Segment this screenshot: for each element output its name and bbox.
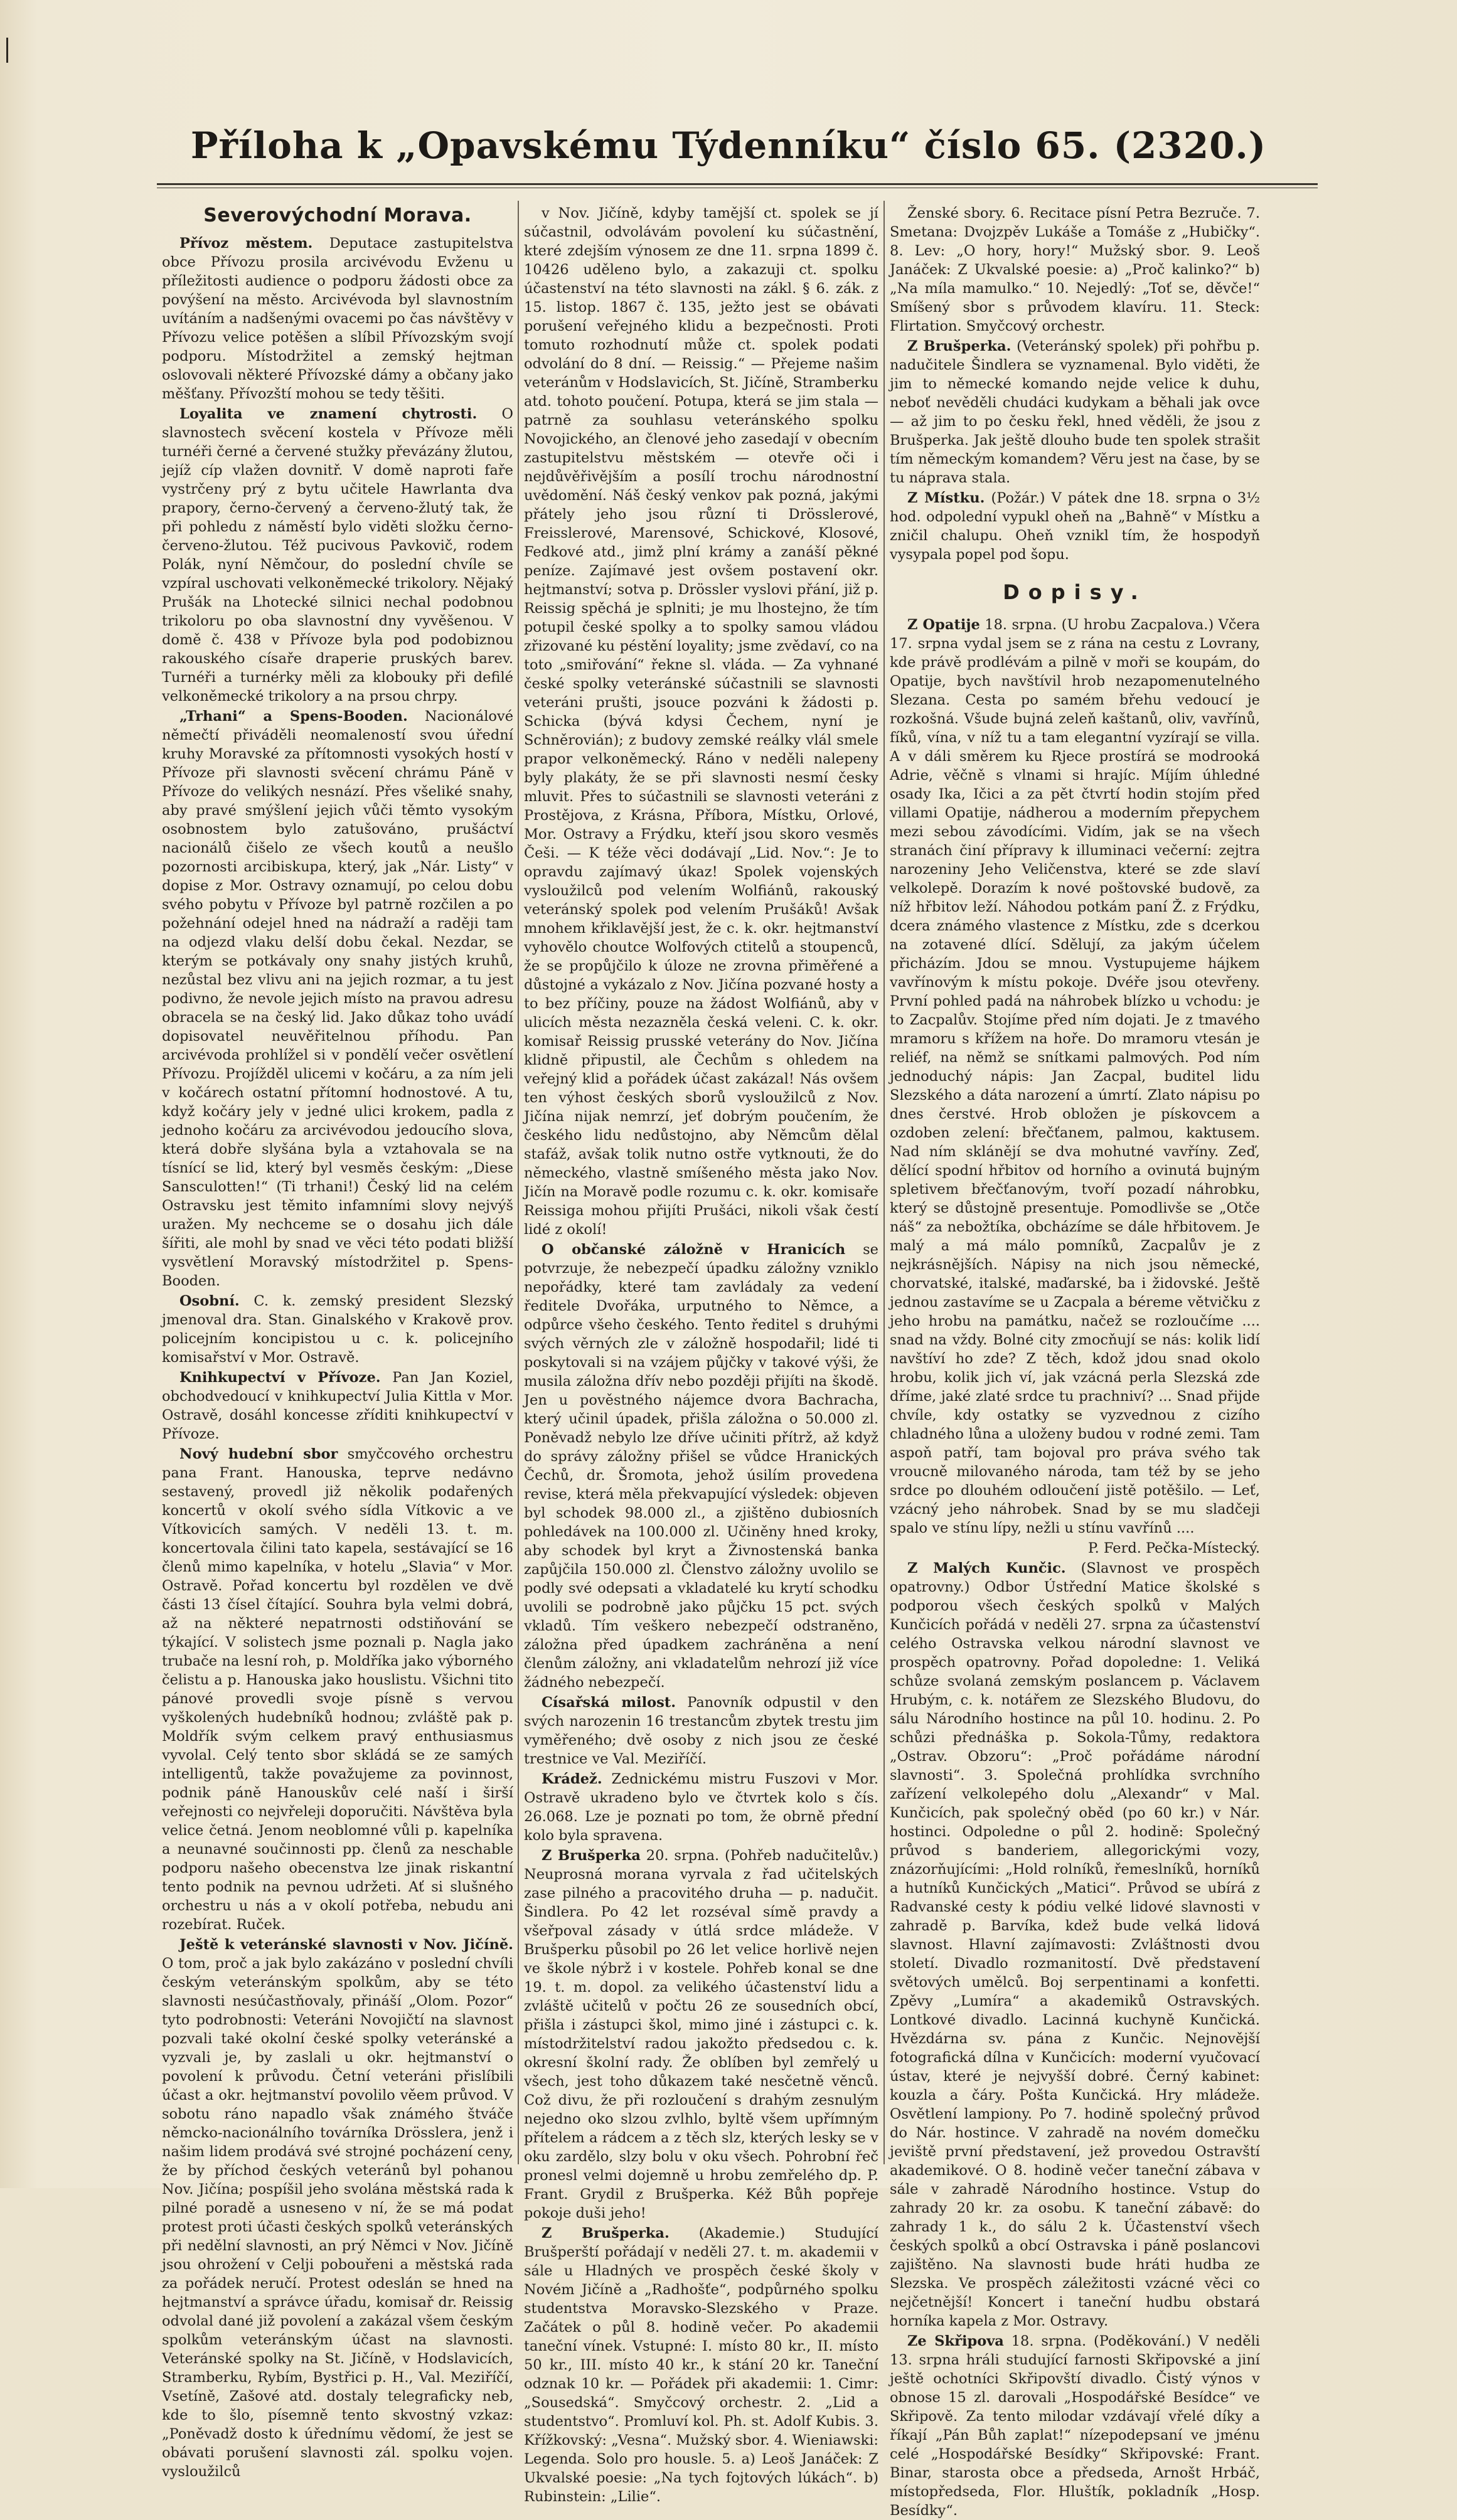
article-signature: P. Ferd. Pečka-Místecký. [1088,1540,1260,1556]
article-text: C. k. zemský president Slezský jmenoval dra. Stan. Ginalského v Krakově prov. policejním koncipistou u c. k. policejního komisařství v Mor. Ostravě. [162,1293,513,1366]
article [524,1846,878,2223]
article [524,204,878,1239]
article [890,1559,1260,2331]
section-heading: Dopisy. [1003,580,1147,604]
article-lead: Z Brušperka. [542,2225,670,2241]
article-lead: Osobní. [179,1293,240,1309]
article-lead: Ze Skřipova [907,2333,1004,2349]
article-text: 20. srpna. (Pohřeb nadučitelův.) Neuprosná morana vyrvala z řad učitelských zase pilného a pracovitého druha — p. nadučit. Šindlera. Po 42 let rozséval símě pravdy a všeřpoval zásady v útlá srdce mládeže. V Brušperku působil po 26 let velice horlivě nejen ve škole nýbrž i v kostele. Pohřeb konal se dne 19. t. m. dopol. za velikého účastenství lidu a zvláště učitelů v počtu 26 ze sousedních obcí, přišla i zástupci škol, mimo jiné i zástupci c. k. místodržitelství radou jakožto předsedou c. k. okresní školní rady. Že oblíben byl zemřelý u všech, jest toho důkazem také nesčetně věnců. Což divu, že při rozloučení s drahým zesnulým nejedno oko slzou zvlhlo, byltě všem upřímným přítelem a rádcem a z těch slz, kterých lesky se v oku zardělo, slzy bolu v oku všech. Pohrobní řeč pronesl velmi dojemně u hrobu zemřelého dp. P. Frant. Grydil z Brušperka. Kéž Bůh popřeje pokoje duši jeho! [524,1847,878,2221]
masthead: Příloha k „Opavskému Týdenníku“ číslo 65. (2320.) [190,124,1267,167]
article [890,615,1260,1538]
article-lead: Císařská milost. [542,1694,676,1711]
article [890,204,1260,336]
article-lead: Krádež. [542,1771,602,1787]
article [162,1292,513,1367]
article [524,1770,878,1845]
article-text: v Nov. Jičíně, kdyby tamější ct. spolek se jí súčastnil, odvolávám povolení ku súčastnění, které zdejším výnosem ze dne 11. srpna 1899 č. 10426 uděleno bylo, a zakazuji ct. spolku účastenství na této slavnosti na zákl. § 6. zák. z 15. listop. 1867 č. 135, ježto jest se obávati porušení veřejného klidu a bezpečnosti. Proti tomuto rozhodnutí může ct. spolek podati odvolání do 8 dní. — Reissig.“ — Přejeme našim veteránům v Hodslavicích, St. Jičíně, Stramberku atd. tohoto poučení. Potupa, která se jim stala — patrně za souhlasu veteránského spolku Novojického, an členové jeho zasedají v obecním zastupitelstvu městském — otevře oči i nejdůvěřivějším a posílí trochu národnostní uvědomění. Náš český venkov pak pozná, jakými přátely jeho jsou různí ti Drösslerové, Freisslerové, Marensové, Schickové, Klosové, Fedkové atd., jimž plní krámy a zanáší pěkné peníze. Zajímavé jest ovšem postavení okr. hejtmanství; sotva p. Drössler vyslovi přání, již p. Reissig spěchá je splniti; je mu lhostejno, že tím potupil české spolky a to spolky samou vládou zřizované ku péstění loyality; jsme zvědaví, co na toto „smiřování“ řekne sl. vláda. — Za vyhnané české spolky veteránské súčastnili se slavnosti veteráni prušti, jsouce pozváni k žádosti p. Schicka (bývá kdysi Čechem, nyní je Schněrovián); z budovy zemské reálky vlál smele prapor velkoněmecký. Ráno v neděli nalepeny byly plakáty, že se při slavnosti nesmí česky mluvit. Přes to súčastnili se slavnosti veteráni z Prostějova, z Krásna, Příbora, Místku, Orlové, Mor. Ostravy a Frýdku, kteří jsou skoro vesměs Češi. — K téže věci dodávají „Lid. Nov.“: Je to opravdu zajímavý úkaz! Spolek vojenských vysloužilců pod velením Wolfiánů, rakouský veteránský spolek pod velením Prušáků! Avšak mnohem křiklavější jest, že c. k. okr. hejtmanství vyhovělo choutce Wolfových ctitelů a stoupenců, že se propůjčilo k úloze ne zrovna přiměřené a důstojné a vykázalo z Nov. Jičína pozvané hosty a to bez příčiny, pouze na žádost Wolfiánů, aby v ulicích města nezazněla česká veleni. C. k. okr. komisař Reissig prusské veterány do Nov. Jičína klidně připustil, ale Čechům s ohledem na veřejný klid a pořádek účast zakázal! Nás ovšem ten výhost českých sborů vysloužilců z Nov. Jičína nijak nemrzí, jeť dobrým poučením, že českého lidu nedůstojno, aby Němcům dělal stafáž, avšak tolik nutno ostře vytknouti, že do německého, vlastně smíšeného města jako Nov. Jičín na Moravě podle rozumu c. k. okr. komisaře Reissiga mohou přijíti Prušáci, nikoli však čestí lidé z okolí! [524,205,878,1238]
article-lead: Z Opatije [907,617,980,633]
article-text: smyčcového orchestru pana Frant. Hanouska, teprve nedávno sestavený, provedl již několik podařených koncertů v okolí svého sídla Vítkovic a ve Vítkovicích samých. V neděli 13. t. m. koncertovala čilini tato kapela, sestávající se 16 členů mimo kapelníka, v hotelu „Slavia“ v Mor. Ostravě. Pořad koncertu byl rozdělen ve dvě části 13 čísel čítající. Souhra byla velmi dobrá, až na některé nepatrnosti odstiňování se týkající. V solistech jsme poznali p. Nagla jako trubače na lesní roh, p. Moldříka jako výborného čelistu a p. Hanouska jako houslistu. Všichni tito pánové provedli svoje písně s vervou vyškolených hudebníků hodnou; zvláště pak p. Moldřík svým celkem pravý enthusiasmus vyvolal. Celý tento sbor skládá se ze samých intelligentů, takže považujeme za povinnost, podnik páně Hanouskův celé naší i širší veřejnosti co nejvřeleji doporučiti. Návštěva byla velice četná. Jenom neoblomné vůli p. kapelníka a neunavné součinnosti pp. členů za neschable podporu našeho obecenstva lze jinak riskantní tento podnik na pevnou udržeti. Ať si slušného orchestru u nás a v okolí potřeba, nebudu ani rozebírat. Ruček. [162,1446,513,1933]
section-heading: Severovýchodní Morava. [203,205,472,226]
article [524,2224,878,2506]
article-lead: Z Malých Kunčic. [907,1560,1066,1576]
article-text: Pan Jan Koziel, obchodvedoucí v knihkupectví Julia Kittla v Mor. Ostravě, dosáhl koncesse zříditi knihkupectví v Přívoze. [162,1369,513,1442]
article-text: (Požár.) V pátek dne 18. srpna o 3½ hod. odpolední vypukl oheň na „Bahně“ v Místku a zničil chalupu. Oheň vznikl tím, že hospodyň vysypala popel pod šopu. [890,490,1260,563]
article-text: O slavnostech svěcení kostela v Přívoze měli turnéři černé a červené stužky převázány žlutou, jejíž cíp vlažen dovnitř. V domě naproti faře vystrčeny prý z bytu učitele Hawrlanta dva prapory, černo-červený a červeno-žlutý tak, že při pohledu z náměstí bylo viděti složku černo-červeno-žlutou. Též pucivous Pavkovič, rodem Polák, nyní Němčour, do poslední chvíle se vzpíral uschovati velkoněmecké trikolory. Nějaký Prušák na Lhotecké silnici nechal podobnou trikoloru po oba slavnostní dny vyvěšenou. V domě č. 438 v Přívoze byla pod podobiznou rakouského císaře draperie pruských barev. Turnéři a turnérky měli za klobouky při defilé velkoněmecké trikolory a na prsou chrpy. [162,406,513,704]
article [162,1445,513,1934]
column-divider [883,201,885,2164]
article-text: 18. srpna. (Poděkování.) V neděli 13. srpna hráli studující farnosti Skřipovské a jiní ještě ochotníci Skřipovští divadlo. Čistý výnos v obnose 15 zl. darovali „Hospodářské Besídce“ ve Skřipově. Za tento milodar vzdávají vřelé díky a říkají „Pán Bůh zaplat!“ nízepodepsaní ve jménu celé „Hospodářské Besídky“ Skřipovské: Frant. Binar, starosta obce a předseda, Arnošt Hrbáč, místopředseda, Flor. Hluštík, pokladník „Hosp. Besídky“. [890,2333,1260,2519]
column-divider [518,201,519,2164]
article-text: (Slavnost ve prospěch opatrovny.) Odbor Ústřední Matice školské s podporou všech českých spolků v Malých Kunčicích pořádá v neděli 27. srpna za účastenství celého Ostravska velkou národní slavnost ve prospěch opatrovny. Pořad dopoledne: 1. Veliká schůze svolaná zemským poslancem p. Václavem Hrubým, c. k. notářem ze Slezského Bludovu, do sálu Národního hostince na půl 10. hodinu. 2. Po schůzi přednáška p. Sokola-Tůmy, redaktora „Ostrav. Obzoru“: „Proč pořádáme národní slavnosti“. 3. Společná prohlídka svrchního zařízení velkolepého dolu „Alexandr“ v Mal. Kunčicích, pak společný oběd (po 60 kr.) v Nár. hostinci. Odpoledne o půl 2. hodině: Společný průvod s banderiem, allegorickými vozy, znázorňujícími: „Hold rolníků, řemeslníků, horníků a hutníků Kunčických „Matici“. Průvod se ubírá z Radvanské cesty k pódiu velké lidové slavnosti v zahradě p. Barvíka, kdež bude velká lidová slavnost. Hlavní zajímavosti: Zvláštnosti dvou století. Divadlo rozmanitostí. Dvě představení světových umělců. Boj serpentinami a konfetti. Zpěvy „Lumíra“ a akademiků Ostravských. Lontkové divadlo. Lacinná kuchyně Kunčická. Hvězdárna sv. pána z Kunčic. Nejnovější fotografická dílna v Kunčicích: moderní vyučovací ústav, které je nejvyšší dobré. Černý kabinet: kouzla a čáry. Pošta Kunčická. Hry mládeže. Osvětlení lampiony. Po 7. hodině společný průvod do Nár. hostince. V zahradě na novém domečku jeviště první představení, jež provedou Ostravští akademikové. O 8. hodině večer taneční zábava v sále v zahradě Národního hostince. Vstup do zahrady 20 kr. za osobu. K taneční zábavě: do zahrady 1 k., do sálu 2 k. Účastenství všech českých spolků a obcí Ostravska i páně poslancovi zajištěno. Na slavnosti bude hráti hudba ze Slezska. Ve prospěch záležitosti vzácné věci co nejčetnější! Koncert i taneční hudbu obstará horníka kapela z Mor. Ostravy. [890,1560,1260,2329]
article-text: Zednickému mistru Fuszovi v Mor. Ostravě ukradeno bylo ve čtvrtek kolo s čís. 26.068. Lze je poznati po tom, že obrně přední kolo byla spravena. [524,1771,878,1844]
article-text: Ženské sbory. 6. Recitace písní Petra Bezruče. 7. Smetana: Dvojzpěv Lukáše a Tomáše z „Hubičky“. 8. Lev: „O hory, hory!“ Mužský sbor. 9. Leoš Janáček: Z Ukvalské poesie: a) „Proč kalinko?“ b) „Na míla mamulko.“ 10. Nejedlý: „Toť se, děvče!“ Smíšený sbor s průvodem klavíru. 11. Steck: Flirtation. Smyčcový orchestr. [890,205,1260,334]
column-3 [890,204,1261,2519]
article-text: 18. srpna. (U hrobu Zacpalova.) Včera 17. srpna vydal jsem se z rána na cestu z Lovrany, kde právě prodlévám a pilně v moři se koupám, do Opatije, bych navštívil hrob nezapomenutelného Slezana. Cesta po samém břehu vedoucí je rozkošná. Všude bujná zeleň kaštanů, oliv, vavřínů, fíků, vína, v níž tu a tam elegantní vyzírají se villa. A v dáli směrem ku Rjece prostírá se modrooká Adrie, věčně s vlnami si hrajíc. Míjím úhledné osady Ika, Ičici a za pět čtvrtí hodin stojím před villami Opatije, nádherou a moderním přepychem mezi sebou závodícími. Vidím, jak se na všech stranách činí přípravy k illuminaci večerní: zejtra narozeniny Jeho Veličenstva, které se zde slaví velkolepě. Dorazím k nové poštovské budově, za níž hřbitov leží. Náhodou potkám paní Ž. z Frýdku, dcera známého vlastence z Místku, zde s dcerkou na zotavené dlící. Sdělují, za jakým účelem přicházím. Jdou se mnou. Vystupujeme hájkem vavřínovým k místu pokoje. Dvéře jsou otevřeny. První pohled padá na náhrobek blízko u vchodu: je to Zacpalův. Stojíme před ním dojati. Je z tmavého mramoru s křížem na hoře. Do mramoru vtesán je reliéf, na němž se snítkami palmových. Pod ním jednoduchý nápis: Jan Zacpal, buditel lidu Slezského a dáta narození a úmrtí. Zlato nápisu po dnes čerstvé. Hrob obložen je pískovcem a ozdoben zelení: břečťanem, palmou, kaktusem. Nad ním sklánějí se dva mohutné vavříny. Zeď, dělící spodní hřbitov od horního a ovinutá bujným spletivem břečťanovým, tvoří pozadí náhrobku, který se důstojně presentuje. Pomodlivše se „Otče náš“ za nebožtíka, obcházíme se dále hřbitovem. Je malý a má málo pomníků, Zacpalův je z nejkrásnějších. Nápisy na nich jsou německé, chorvatské, italské, maďarské, ba i židovské. Ještě jednou zastavíme se u Zacpala a béreme větvičku z jeho hrobu na památku, načež se rozloučíme .... snad na vždy. Bolné city zmocňují se nás: kolik lidí navštíví ho zde? Z těch, kdož jdou snad okolo hrobu, kolik jich ví, jak vzácná perla Slezská zde dříme, jaké zlaté srdce tu prachniví? ... Snad přijde chvíle, kdy ostatky se vyzvednou z cizího chladného lůna a uloženy budou v rodné zemi. Tam aspoň patří, tam bojoval pro práva svého tak vroucně milovaného národa, tam též by se jeho srdce po dlouhém odloučení jistě potěšilo. — Leť, vzácný jeho náhrobek. Snad by se mu sladčeji spalo ve stínu lípy, nežli u stínu vavřínů .... [890,617,1260,1536]
article [162,1935,513,2481]
article-text: Nacionálové němečtí přiváděli neomaleností svou úřední kruhy Moravské za přítomnosti vysokých hostí v Přívoze při slavnosti svěcení chrámu Páně v Přívoze do velikých nesnází. Přes všeliké snahy, aby pravé smýšlení jejich vůči těmto vysokým osobnostem bylo zatušováno, prušáctví nacionálů čišelo ze všech koutů a neušlo pozornosti arcibiskupa, který, jak „Nár. Listy“ v dopise z Mor. Ostravy oznamují, po celou dobu svého pobytu v Přívoze byl patrně rozčilen a po požehnání odejel hned na nádraží a raději tam na odjezd vlaku delší dobu čekal. Nezdar, se kterým se potkávaly ony snahy jistých kruhů, nezůstal bez vlivu ani na jejich rozmar, a tu jest podivno, že nevole jejich místo na pravou adresu obracela se na český lid. Jako důkaz toho uvádí dopisovatel neuvěřitelnou příhodu. Pan arcivévoda prohlížel si v pondělí večer osvětlení Přívozu. Projížděl ulicemi v kočáru, a za ním jeli v kočárech ostatní přítomní hodnostové. A tu, když kočáry jely v jedné ulici krokem, padla z jednoho kočáru za arcivévodou jedoucího slova, která dobře slyšána byla a vztahovala se na tísnící se lid, který byl vesměs českým: „Diese Sansculotten!“ (Ti trhani!) Český lid na celém Ostravsku jest těmito infamními slovy nejvýš uražen. My nechceme se o dosahu jich dále šířiti, ale mohl by snad ve věci této podati bližší vysvětlení Moravský místodržitel p. Spens-Booden. [162,708,514,1289]
article-text: (Akademie.) Studující Brušperští pořádají v neděli 27. t. m. akademii v sále u Hladných ve prospěch české školy v Novém Jičíně a „Radhošťe“, podpůrného spolku studentstva Moravsko-Slezského v Praze. Začátek o půl 8. hodině večer. Po akademii taneční vínek. Vstupné: I. místo 80 kr., II. místo 50 kr., III. místo 40 kr., k stání 20 kr. Taneční odznak 10 kr. — Pořádek při akademii: 1. Cimr: „Sousedská“. Smyčcový orchestr. 2. „Lid a studentstvo“. Promluví kol. Ph. st. Adolf Kubis. 3. Křížkovský: „Vesna“. Mužský sbor. 4. Wieniawski: Legenda. Solo pro housle. 5. a) Leoš Janáček: Z Ukvalské poesie: „Na tych fojtových lúkách“. b) Rubinstein: „Lilie“. [524,2225,879,2505]
article-lead: Knihkupectví v Přívoze. [179,1369,381,1386]
column-1 [162,204,514,2480]
article-lead: Loyalita ve znamení chytrosti. [179,406,478,422]
article-text: O tom, proč a jak bylo zakázáno v poslední chvíli českým veteránským spolkům, aby se této slavnosti nesúčastňovaly, přináší „Olom. Pozor“ tyto podrobnosti: Veteráni Novojičtí na slavnost pozvali také okolní české spolky veteránské a vyzvali je, by zaslali u okr. hejtmanství o povolení k průvodu. Četní veteráni přislíbili účast a okr. hejtmanství povolilo věem průvod. V sobotu ráno napadlo však známého štváče němcko-nacionálního továrníka Drösslera, jenž i našim lidem prodává své strojné pocházení ceny, že by příchod českých veteránů byl pohanou Nov. Jičína; pospíšil jeho svolána městská rada k pilné poradě a usneseno v ní, že se má podat protest proti účasti českých spolků veteránských při nedělní slavnosti, an prý Němci v Nov. Jičíně jsou ohrožení v Celji pobouřeni a městská rada za pořádek neručí. Protest odeslán se hned na hejtmanství a správce úřadu, komisař dr. Reissig odvolal dané již povolení a zakázal všem českým spolkům veteránským účast na slavnosti. Veteránské spolky na St. Jičíně, v Hodslavicích, Stramberku, Rybím, Bystřici p. H., Val. Meziříčí, Vsetíně, Zašové atd. dostaly telegraficky neb, kde to šlo, písemně tento skvostný vzkaz: „Poněvadž dosto k úřednímu vědomí, že jest se obávati porušení slavnosti zál. spolku vojen. vysloužilců [162,1955,513,2480]
masthead-rule-top [157,183,1318,185]
article-text: (Veteránský spolek) při pohřbu p. nadučitele Šindlera se vyznamenal. Bylo viděti, že jim to německé komando nejde velice k duhu, neboť nevěděli chudáci kudykam a běhali jak ovce — až jim to po česku řekl, hned věděli, že jsou z Brušperka. Jak ještě dlouho bude ten spolek strašit tím německým komandem? Věru jest na čase, by se tu náprava stala. [890,338,1261,486]
article [162,707,513,1290]
article-text: Panovník odpustil v den svých narozenin 16 trestancům zbytek trestu jim vyměřeného; dvě osoby z nich jsou ze české trestnice ve Val. Meziříčí. [524,1694,878,1767]
article-lead: O občanské záložně v Hranicích [542,1241,846,1258]
article-lead: Z Brušperka [542,1847,641,1864]
article [524,1240,878,1692]
article-lead: Nový hudební sbor [179,1446,338,1462]
article-lead: Přívoz městem. [179,235,313,252]
article-text: se potvrzuje, že nebezpečí úpadku záložny vzniklo nepořádky, které tam zavládaly za vedení ředitele Dvořáka, urputného to Němce, a odpůrce všeho českého. Tento ředitel s druhými svých věrných zle v záložně hospodařil; lidé ti poskytovali si na vzájem půjčky v takové výši, že musila záložna dřív nebo později přijíti na škodě. Jen u pověstného nájemce dvora Bachracha, který učinil úpadek, přišla záložna o 50.000 zl. Poněvadž nebylo lze dříve učiniti přítrž, až když do správy záložny přišel se vůdce Hranických Čechů, dr. Šromota, jehož úsilím provedena revise, která měla překvapující výsledek: objeven byl schodek 98.000 zl., a zjištěno dubiosních pohledávek na 100.000 zl. Učiněny hned kroky, aby schodek byl kryt a Živnostenská banka zapůjčila 150.000 zl. Členstvo záložny uvolilo se podly své odepsati a vkladatelé ku krytí schodku uvolili se podrobně jako půjčku 15 pct. svých vkladů. Tím veškero nebezpečí odstraněno, záložna před úpadkem zachráněna a není členům záložny, ani vkladatelům nehrozí již více žádného nebezpečí. [524,1241,878,1691]
article [524,1693,878,1768]
article [162,234,513,403]
article-lead: „Trhani“ a Spens-Booden. [179,708,408,725]
article-text: Deputace zastupitelstva obce Přívozu prosila arcivévodu Evženu u příležitosti audience o podporu žádosti obce za povýšení na město. Arcivévoda byl slavnostním uvítáním a nadšenými ovacemi po čas návštěvy v Přívozu velice potěšen a slíbil Přívozským svojí podporu. Místodržitel a zemský hejtman oslovovali některé Přívozské dámy a občany jako měšťany. Přívozští mohou se tedy těšiti. [162,235,513,402]
article-lead: Ještě k veteránské slavnosti v Nov. Jičíně. [179,1937,513,1953]
article-lead: Z Brušperka. [907,338,1011,354]
article [890,2332,1260,2520]
article [890,489,1260,564]
column-2 [524,204,879,2505]
article [890,337,1260,487]
edge-mark [6,38,8,63]
article [162,1368,513,1443]
article [162,405,513,706]
article-lead: Z Místku. [907,490,985,506]
